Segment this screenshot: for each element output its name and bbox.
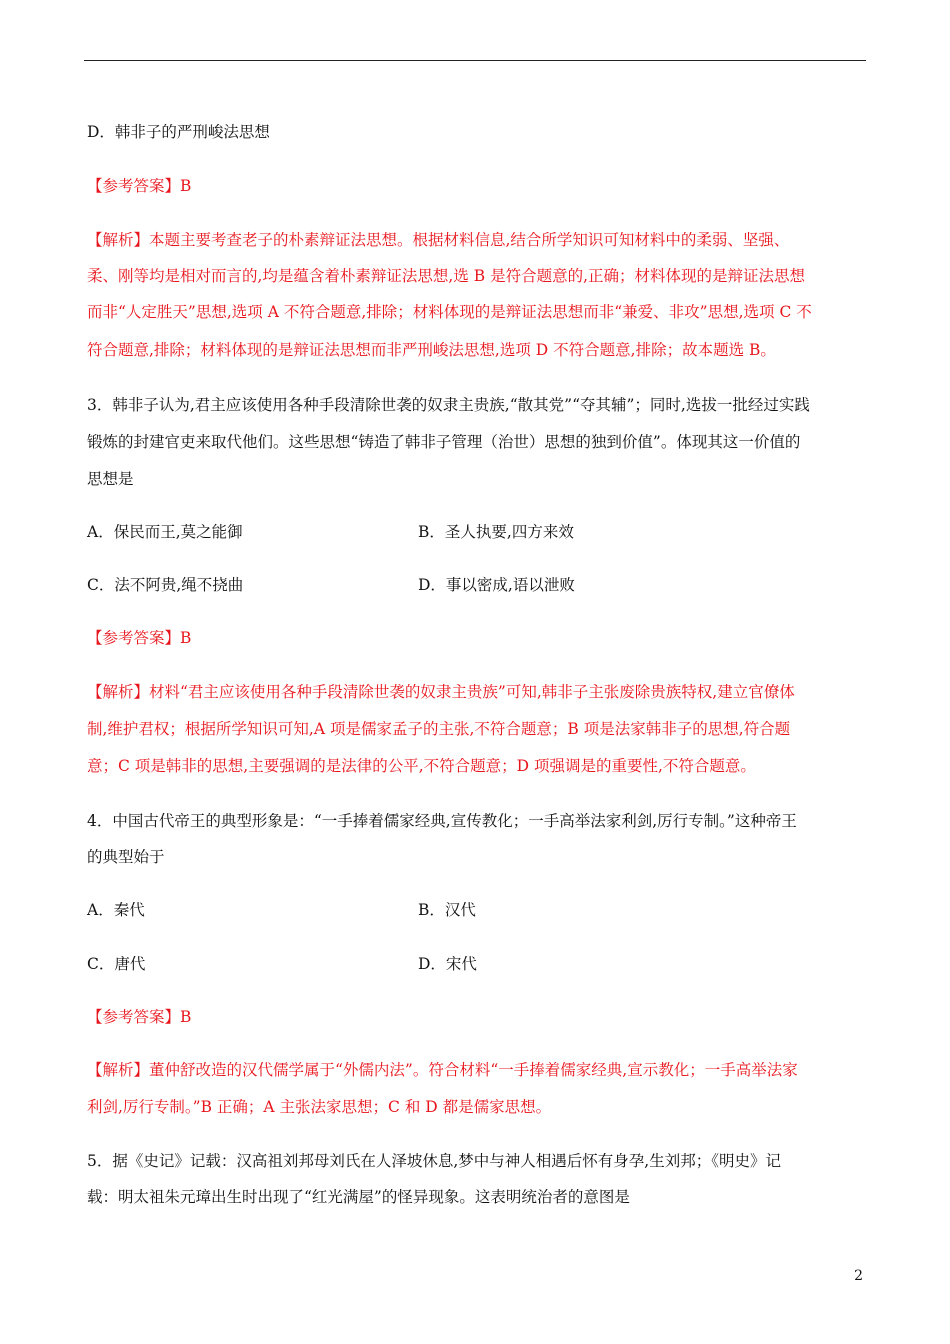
q4-analysis-line: 利剑,厉行专制。”B 正确；A 主张法家思想；C 和 D 都是儒家思想。 <box>87 1098 552 1116</box>
q4-option-a: A．秦代 <box>87 901 145 919</box>
q3-option-a: A．保民而王,莫之能御 <box>87 523 243 541</box>
q4-analysis-line: 【解析】董仲舒改造的汉代儒学属于“外儒内法”。符合材料“一手捧着儒家经典,宣示教化；一手高举法家 <box>87 1061 798 1079</box>
q3-stem-line: 思想是 <box>87 470 134 488</box>
q3-analysis-line: 制,维护君权；根据所学知识可知,A 项是儒家孟子的主张,不符合题意；B 项是法家韩非子的思想,符合题 <box>87 720 791 738</box>
q2-analysis-line: 柔、刚等均是相对而言的,均是蕴含着朴素辩证法思想,选 B 是符合题意的,正确；材料体现的是辩证法思想 <box>87 267 806 285</box>
q3-answer: 【参考答案】B <box>87 629 192 647</box>
q5-stem-line: 5．据《史记》记载：汉高祖刘邦母刘氏在人泽坡休息,梦中与神人相遇后怀有身孕,生刘邦；《明史》记 <box>87 1152 781 1170</box>
q3-stem-line: 3．韩非子认为,君主应该使用各种手段清除世袭的奴隶主贵族,“散其党”“夺其辅”；同时,选拔一批经过实践 <box>87 396 810 414</box>
q2-answer: 【参考答案】B <box>87 177 192 195</box>
q4-option-d: D．宋代 <box>418 955 477 973</box>
q5-stem-line: 载：明太祖朱元璋出生时出现了“红光满屋”的怪异现象。这表明统治者的意图是 <box>87 1188 630 1206</box>
q3-analysis-line: 【解析】材料“君主应该使用各种手段清除世袭的奴隶主贵族”可知,韩非子主张废除贵族特权,建立官僚体 <box>87 683 795 701</box>
header-rule <box>84 60 866 61</box>
page-number: 2 <box>854 1268 863 1284</box>
q4-option-c: C．唐代 <box>87 955 146 973</box>
q2-analysis-line: 符合题意,排除；材料体现的是辩证法思想而非严刑峻法思想,选项 D 不符合题意,排除；故本题选 B。 <box>87 341 776 359</box>
q2-analysis-line: 【解析】本题主要考查老子的朴素辩证法思想。根据材料信息,结合所学知识可知材料中的柔弱、坚强、 <box>87 231 790 249</box>
q3-option-b: B．圣人执要,四方来效 <box>418 523 574 541</box>
q2-option-d: D．韩非子的严刑峻法思想 <box>87 123 270 141</box>
q2-analysis-line: 而非“人定胜天”思想,选项 A 不符合题意,排除；材料体现的是辩证法思想而非“兼爱、非攻”思想,选项 C 不 <box>87 303 812 321</box>
q4-stem-line: 4．中国古代帝王的典型形象是：“一手捧着儒家经典,宣传教化；一手高举法家利剑,厉行专制。”这种帝王 <box>87 812 797 830</box>
q4-answer: 【参考答案】B <box>87 1008 192 1026</box>
q4-stem-line: 的典型始于 <box>87 848 165 866</box>
q3-stem-line: 锻炼的封建官吏来取代他们。这些思想“铸造了韩非子管理（治世）思想的独到价值”。体现其这一价值的 <box>87 433 801 451</box>
q4-option-b: B．汉代 <box>418 901 476 919</box>
q3-option-d: D．事以密成,语以泄败 <box>418 576 575 594</box>
q3-option-c: C．法不阿贵,绳不挠曲 <box>87 576 244 594</box>
q3-analysis-line: 意；C 项是韩非的思想,主要强调的是法律的公平,不符合题意；D 项强调是的重要性,不符合题意。 <box>87 757 756 775</box>
